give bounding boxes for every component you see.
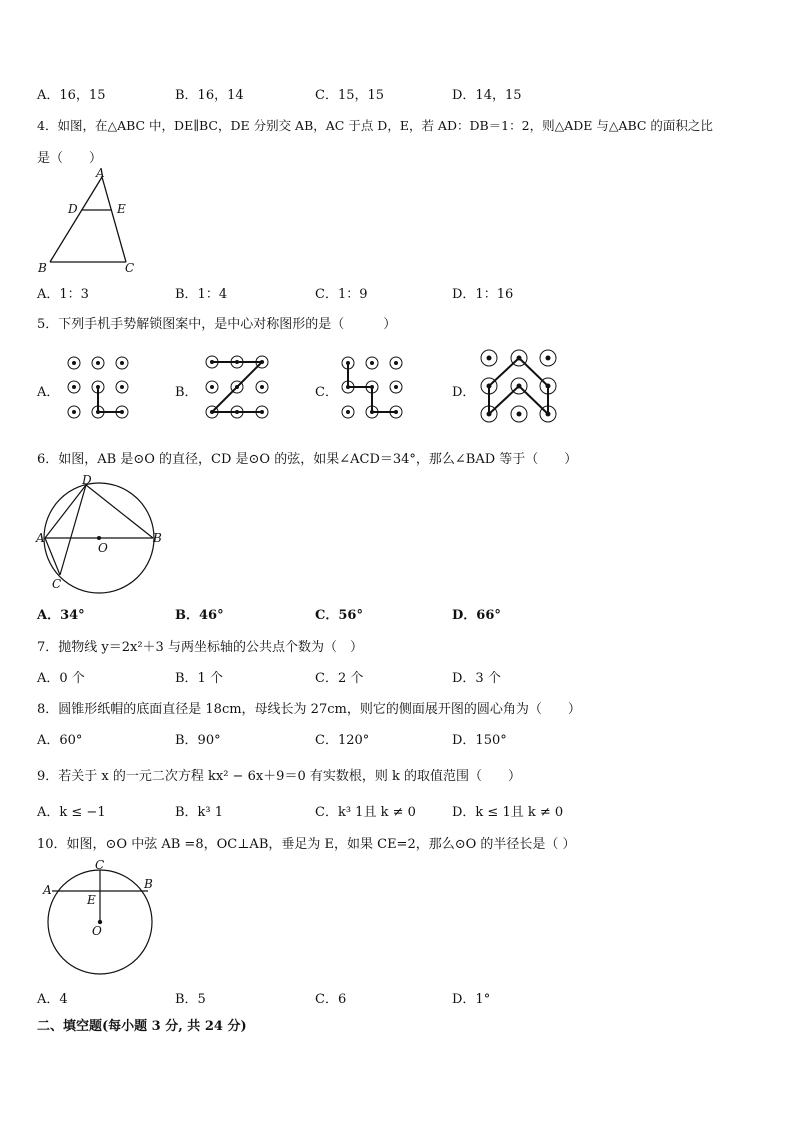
q4-label-a: A <box>96 166 105 180</box>
q10-circle-figure <box>40 855 160 981</box>
q5-label-c: C． <box>315 385 338 400</box>
q6-label-b: B <box>153 531 162 545</box>
q3-option-c: C．15，15 <box>315 88 385 103</box>
q6-circle-figure <box>36 472 166 596</box>
q4-label-e: E <box>117 202 126 216</box>
q7-option-d: D．3 个 <box>452 671 501 686</box>
q7-option-a: A．0 个 <box>37 671 85 686</box>
q5-label-d: D． <box>452 385 476 400</box>
q8-stem: 8．圆锥形纸帽的底面直径是 18cm，母线长为 27cm，则它的侧面展开图的圆心角为（ ） <box>37 702 581 717</box>
q6-option-c: C．56° <box>315 608 363 623</box>
q8-option-c: C．120° <box>315 733 370 748</box>
q6-stem: 6．如图，AB 是⊙O 的直径，CD 是⊙O 的弦，如果∠ACD＝34°，那么∠BAD 等于（ ） <box>37 452 578 467</box>
q5-pattern-c <box>334 352 414 424</box>
q8-option-b: B．90° <box>175 733 221 748</box>
q5-pattern-a <box>60 352 140 424</box>
q9-option-d: D．k ≤ 1且 k ≠ 0 <box>452 805 564 820</box>
q4-option-a: A．1：3 <box>37 287 89 302</box>
q6-option-a: A．34° <box>37 608 85 623</box>
q4-option-b: B．1：4 <box>175 287 228 302</box>
q6-label-o: O <box>98 541 108 555</box>
q6-option-b: B．46° <box>175 608 224 623</box>
q10-option-a: A．4 <box>37 992 68 1007</box>
q10-label-o: O <box>92 924 102 938</box>
q10-stem: 10．如图，⊙O 中弦 AB =8，OC⊥AB，垂足为 E，如果 CE=2，那么⊙O 的半径长是（ ） <box>37 837 576 852</box>
q4-option-c: C．1：9 <box>315 287 368 302</box>
q6-option-d: D．66° <box>452 608 501 623</box>
q10-label-b: B <box>144 877 153 891</box>
q10-label-e: E <box>87 893 96 907</box>
q4-option-d: D．1：16 <box>452 287 514 302</box>
q3-option-d: D．14，15 <box>452 88 522 103</box>
q9-stem: 9．若关于 x 的一元二次方程 kx² − 6x＋9＝0 有实数根，则 k 的取值范围（ ） <box>37 769 521 784</box>
q3-option-a: A．16，15 <box>37 88 106 103</box>
q10-label-a: A <box>43 883 52 897</box>
q8-option-d: D．150° <box>452 733 507 748</box>
q10-option-b: B．5 <box>175 992 206 1007</box>
q4-label-d: D <box>68 202 78 216</box>
q4-label-c: C <box>125 261 135 275</box>
q8-option-a: A．60° <box>37 733 83 748</box>
q10-option-d: D．1° <box>452 992 491 1007</box>
q4-stem-line2: 是（ ） <box>37 151 103 166</box>
q6-label-c: C <box>52 577 62 591</box>
q5-pattern-b <box>198 349 278 425</box>
q9-option-b: B．k³ 1 <box>175 805 224 820</box>
q5-pattern-d <box>474 344 570 430</box>
q7-stem: 7．抛物线 y＝2x²＋3 与两坐标轴的公共点个数为（ ） <box>37 640 363 655</box>
q5-label-b: B． <box>175 385 198 400</box>
q10-option-c: C．6 <box>315 992 347 1007</box>
q9-option-a: A．k ≤ −1 <box>37 805 106 820</box>
q5-stem: 5．下列手机手势解锁图案中，是中心对称图形的是（ ） <box>37 317 397 332</box>
q3-option-b: B．16，14 <box>175 88 244 103</box>
q9-option-c: C．k³ 1且 k ≠ 0 <box>315 805 416 820</box>
section-2-heading: 二、填空题(每小题 3 分, 共 24 分) <box>37 1019 247 1034</box>
q4-label-b: B <box>38 261 47 275</box>
q4-stem-line1: 4．如图，在△ABC 中，DE∥BC，DE 分别交 AB，AC 于点 D，E，若 AD：DB＝1：2，则△ADE 与△ABC 的面积之比 <box>37 118 713 133</box>
q5-label-a: A． <box>37 385 60 400</box>
q7-option-b: B．1 个 <box>175 671 223 686</box>
q10-label-c: C <box>95 858 105 872</box>
q4-triangle-figure <box>30 166 150 278</box>
q7-option-c: C．2 个 <box>315 671 364 686</box>
q6-label-a: A <box>36 531 45 545</box>
q6-label-d: D <box>82 473 92 487</box>
